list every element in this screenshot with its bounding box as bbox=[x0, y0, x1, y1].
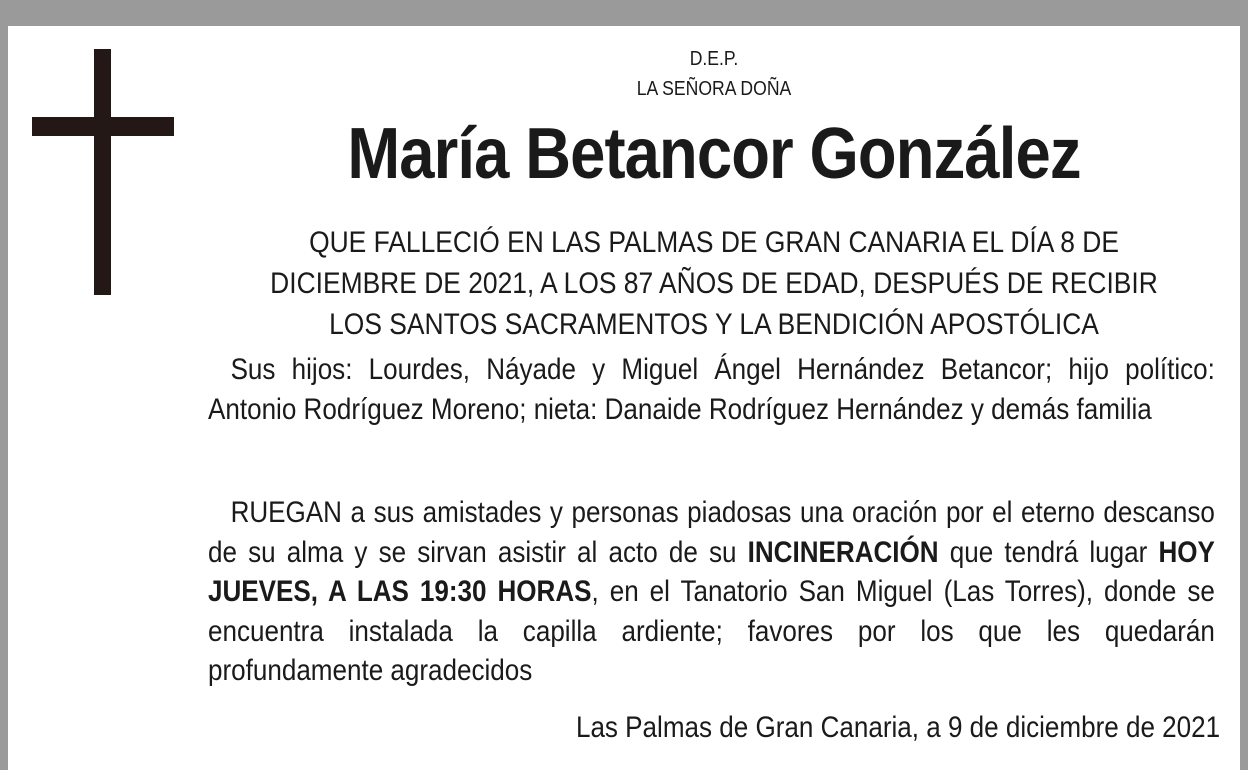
ceremony-type: INCINERACIÓN bbox=[747, 535, 939, 569]
death-notice-line: LOS SANTOS SACRAMENTOS Y LA BENDICIÓN APOSTÓLICA bbox=[329, 308, 1099, 341]
cross-icon-horizontal bbox=[32, 117, 174, 136]
family-text: Sus hijos: Lourdes, Náyade y Miguel Ángel Hernández Betancor; hijo político: Antonio Rodríguez Moreno; nieta: Danaide Rodríguez Hernández y demás familia bbox=[208, 353, 1215, 426]
request-text: RUEGAN a sus amistades y personas piadosas una oración por el eterno descanso de su alma y se sirvan asistir al acto de su bbox=[208, 496, 1215, 569]
obituary-sheet bbox=[8, 26, 1240, 770]
cross-icon-vertical bbox=[94, 49, 111, 295]
request-text: que tendrá lugar bbox=[938, 535, 1159, 569]
deceased-name: María Betancor González bbox=[347, 114, 1081, 194]
death-notice-line: DICIEMBRE DE 2021, A LOS 87 AÑOS DE EDAD, DESPUÉS DE RECIBIR bbox=[270, 267, 1158, 300]
death-notice-line: QUE FALLECIÓ EN LAS PALMAS DE GRAN CANARIA EL DÍA 8 DE bbox=[309, 226, 1119, 259]
request-text: , en el Tanatorio San Miguel (Las Torres), donde se encuentra instalada la capilla ardiente; favores por los que les quedarán profundamente agradecidos bbox=[208, 575, 1215, 688]
request-paragraph bbox=[208, 493, 1215, 691]
ceremony-time: HOY JUEVES, A LAS 19:30 HORAS bbox=[208, 535, 1215, 609]
place-date: Las Palmas de Gran Canaria, a 9 de diciembre de 2021 bbox=[575, 711, 1220, 744]
family-paragraph bbox=[208, 350, 1215, 429]
dep-heading: D.E.P. bbox=[689, 48, 739, 70]
death-notice bbox=[269, 222, 1160, 345]
honorific-line: LA SEÑORA DOÑA bbox=[636, 78, 792, 100]
